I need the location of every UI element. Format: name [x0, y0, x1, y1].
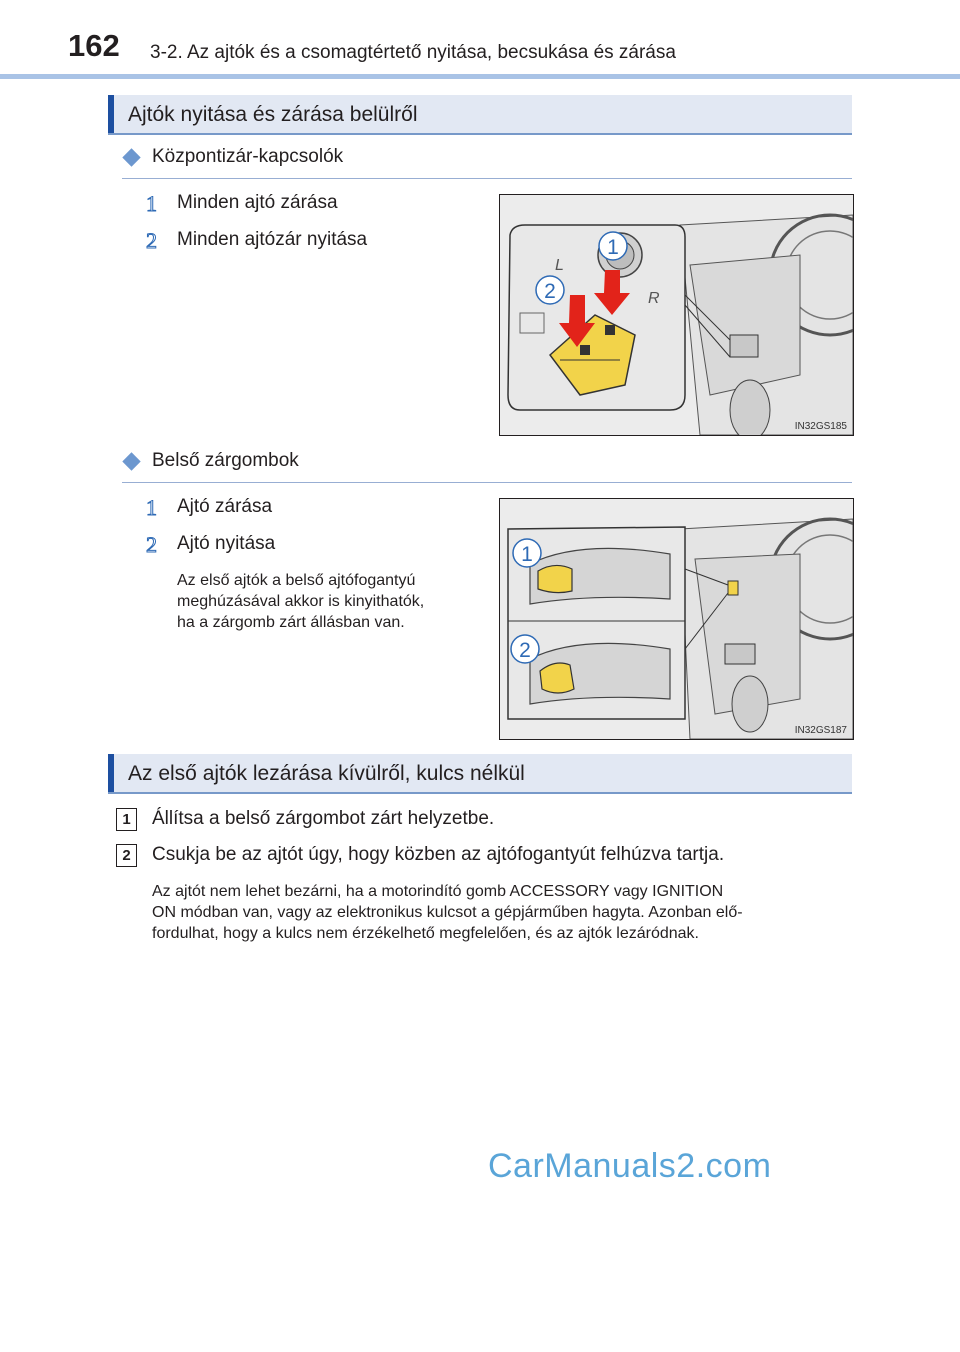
section-title: Ajtók nyitása és zárása belülről: [128, 103, 418, 126]
subheading-central-lock-switches: [122, 146, 852, 179]
page-number: 162: [68, 28, 120, 63]
section-title: Az első ajtók lezárása kívülről, kulcs nélkül: [128, 762, 525, 785]
note-inside-lock: [177, 570, 477, 633]
note-line: ON módban van, vagy az elektronikus kulcsot a gépjárműben hagyta. Azonban elő-: [152, 904, 743, 921]
svg-text:L: L: [555, 257, 564, 274]
note-line: Az ajtót nem lehet bezárni, ha a motorindító gomb ACCESSORY vagy IGNITION: [152, 883, 724, 900]
callout-number: 2: [519, 639, 531, 662]
section-bar-inside-doors: [108, 95, 852, 135]
callout-number: 2: [544, 280, 556, 303]
item-text: Ajtó nyitása: [177, 533, 276, 554]
item-text: Ajtó zárása: [177, 496, 273, 517]
figure-code: IN32GS187: [794, 725, 847, 736]
central-lock-illustration: [500, 195, 853, 435]
step-text: Csukja be az ajtót úgy, hogy közben az ajtófogantyút felhúzva tartja.: [152, 844, 725, 865]
step-text: Állítsa a belső zárgombot zárt helyzetbe.: [152, 808, 495, 829]
inside-lock-illustration: [500, 499, 853, 739]
item-number: 1: [146, 495, 157, 520]
diamond-bullet-icon: [122, 148, 140, 166]
step-number-box: 1: [116, 808, 137, 831]
section-bar-lock-from-outside: [108, 754, 852, 794]
subheading-text: Központizár-kapcsolók: [152, 146, 344, 167]
item-text: Minden ajtó zárása: [177, 192, 338, 213]
item-number: 2: [146, 228, 157, 253]
subheading-inside-lock-buttons: [122, 450, 852, 483]
note-lock-outside: [152, 881, 852, 944]
item-number: 1: [146, 191, 157, 216]
callout-number: 1: [521, 543, 533, 566]
step-number-box: 2: [116, 844, 137, 867]
figure-inside-lock-button: [499, 498, 854, 740]
svg-text:R: R: [648, 290, 660, 307]
note-line: fordulhat, hogy a kulcs nem érzékelhető megfelelően, és az ajtók lezáródnak.: [152, 925, 699, 942]
watermark-text: CarManuals2.com: [488, 1147, 772, 1185]
note-line: Az első ajtók a belső ajtófogantyú: [177, 572, 416, 589]
item-text: Minden ajtózár nyitása: [177, 229, 368, 250]
subheading-text: Belső zárgombok: [152, 450, 299, 471]
note-line: meghúzásával akkor is kinyithatók,: [177, 593, 425, 610]
figure-code: IN32GS185: [794, 421, 847, 432]
callout-number: 1: [607, 236, 619, 259]
chapter-title: 3-2. Az ajtók és a csomagtértető nyitása, becsukása és zárása: [150, 42, 676, 63]
figure-central-lock-switch: [499, 194, 854, 436]
note-line: ha a zárgomb zárt állásban van.: [177, 614, 405, 631]
diamond-bullet-icon: [122, 452, 140, 470]
item-number: 2: [146, 532, 157, 557]
header-rule: [0, 74, 960, 79]
